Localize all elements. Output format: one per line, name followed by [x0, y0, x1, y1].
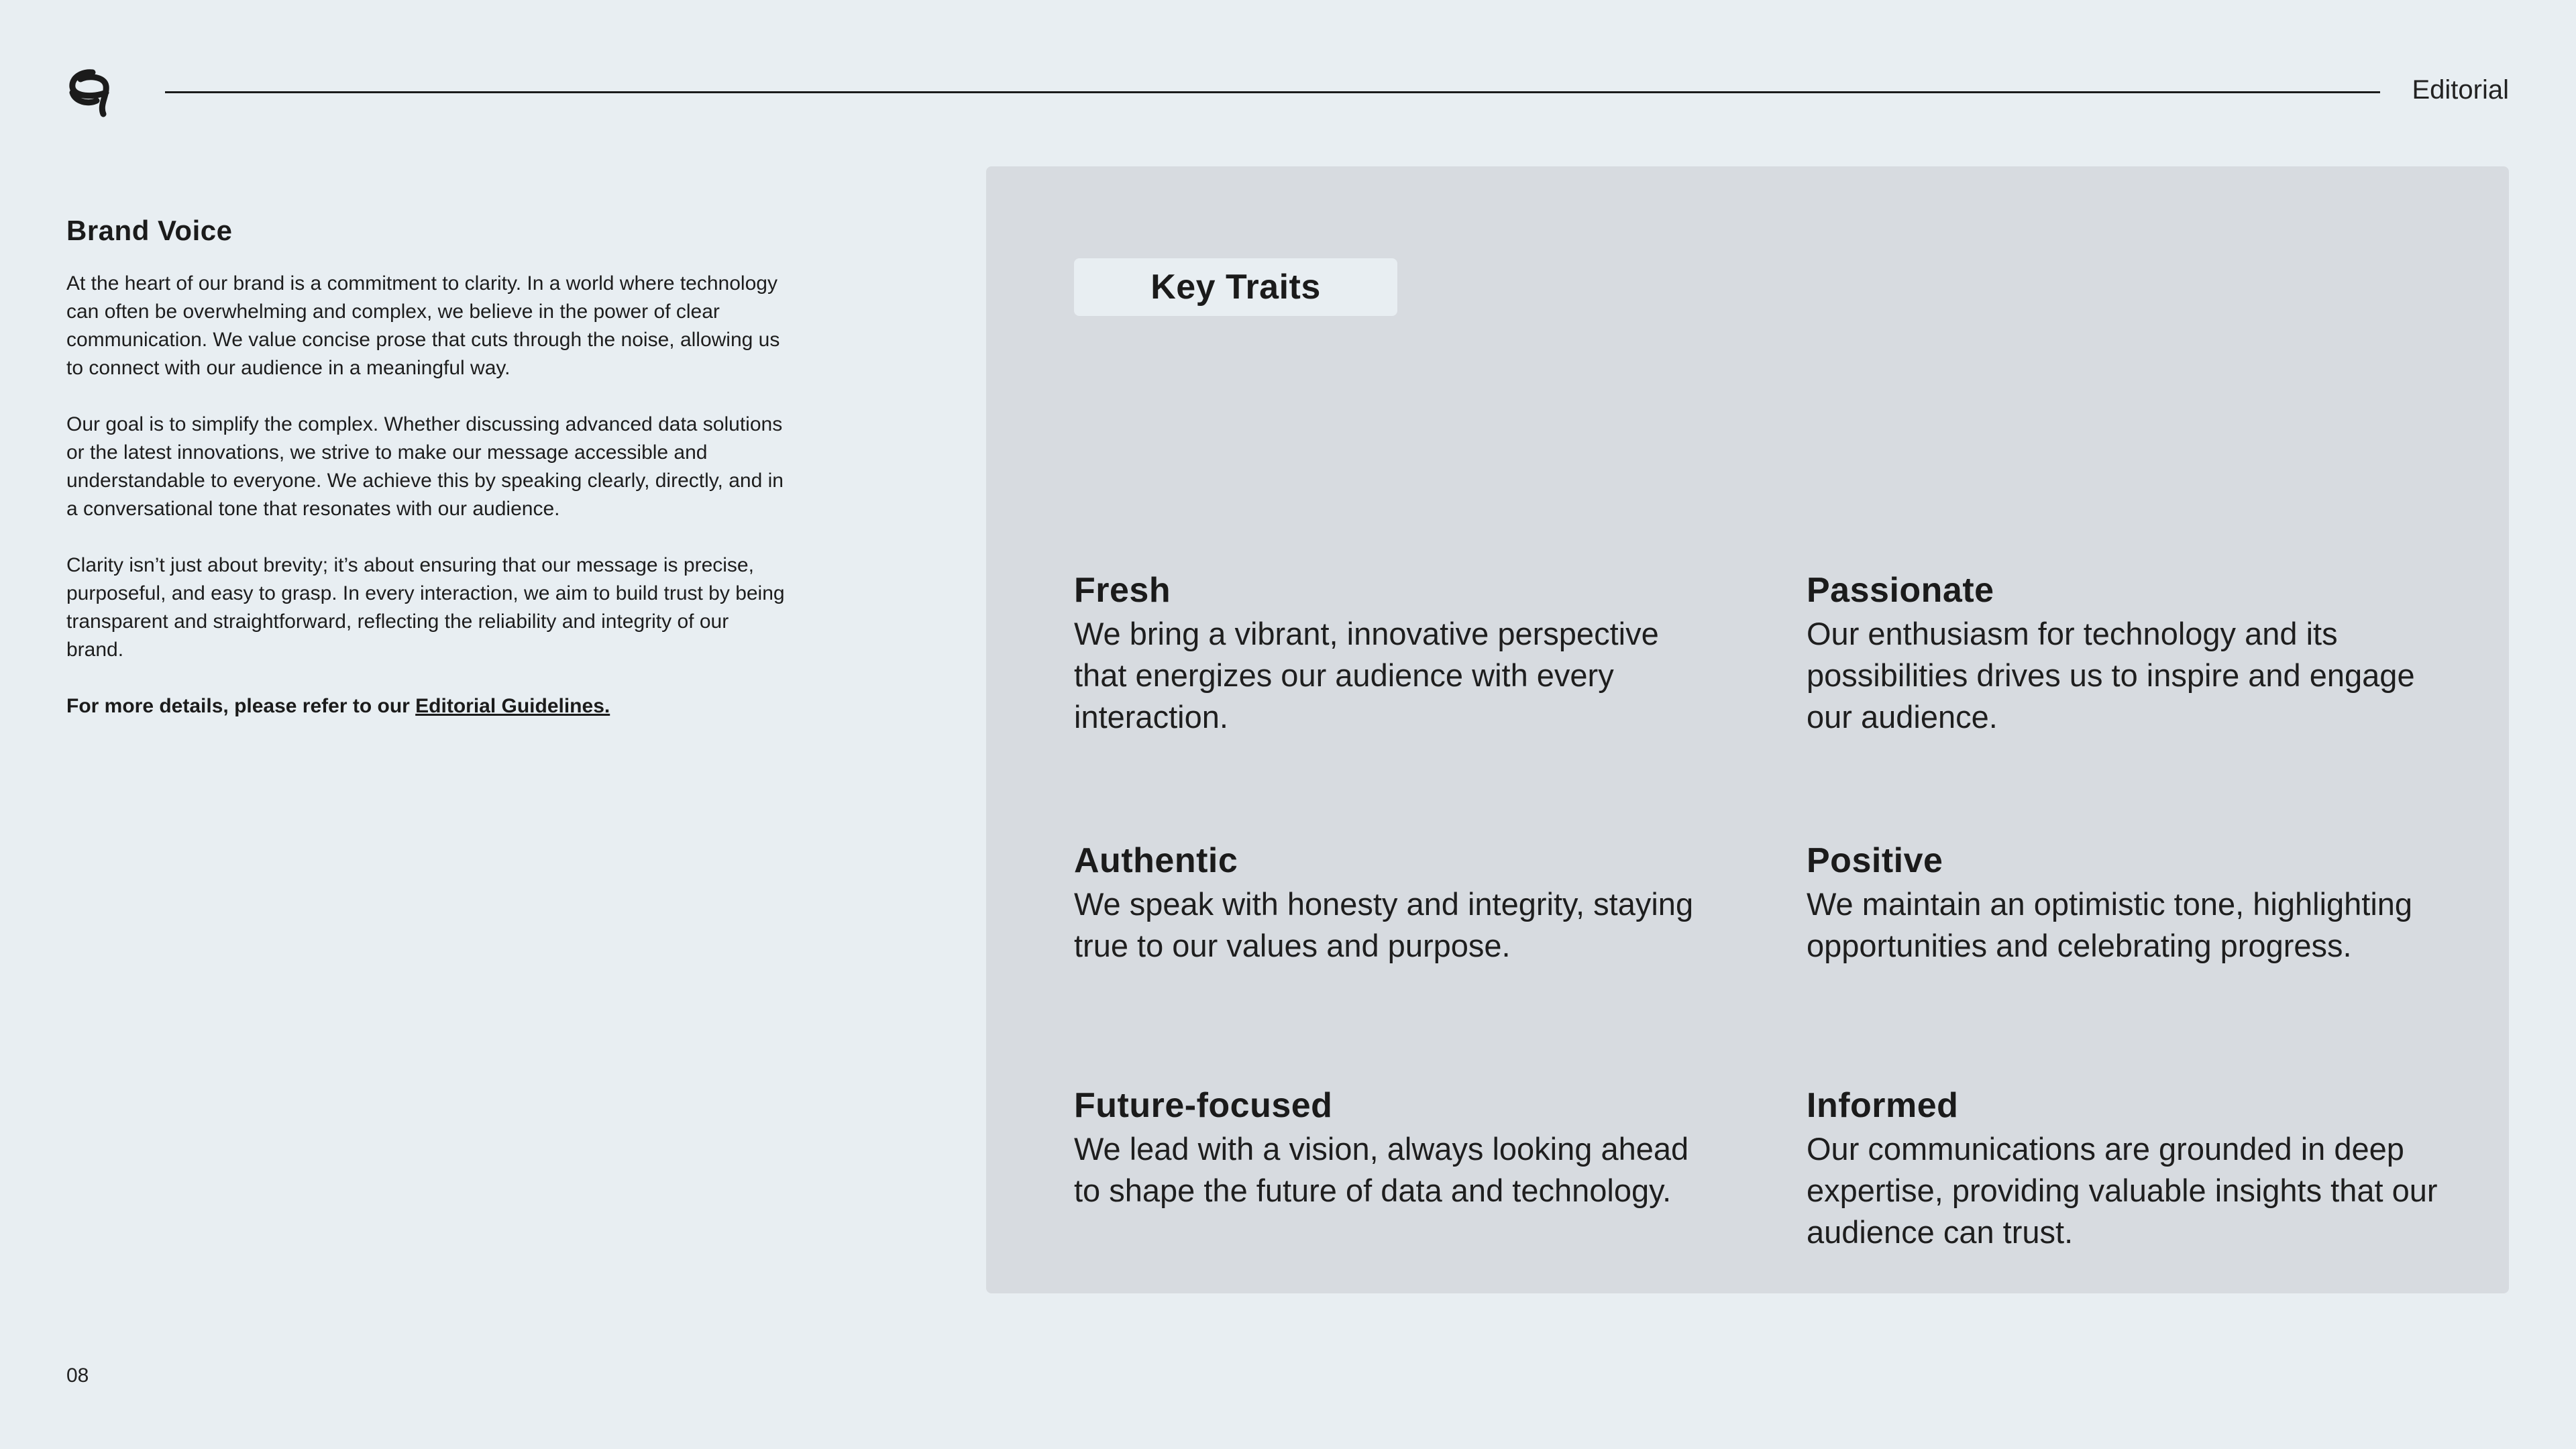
- page-number: 08: [66, 1364, 89, 1387]
- trait-title: Informed: [1807, 1086, 1959, 1125]
- trait-description: Our enthusiasm for technology and its possibilities drives us to inspire and engage our audience.: [1807, 616, 2415, 735]
- trait-title: Authentic: [1074, 841, 1238, 880]
- trait-title: Fresh: [1074, 571, 1171, 610]
- trait-authentic: [1074, 839, 1718, 967]
- brand-voice-section: [66, 212, 791, 720]
- header-divider: [165, 91, 2380, 93]
- brand-voice-paragraph-2: Our goal is to simplify the complex. Whether discussing advanced data solutions or the latest innovations, we strive to make our message accessible and understandable to everyone. We achieve this by speaking clearly, directly, and in a conversational tone that resonates with our audience.: [66, 413, 784, 520]
- trait-description: We speak with honesty and integrity, staying true to our values and purpose.: [1074, 886, 1694, 963]
- brand-voice-paragraph-3: Clarity isn’t just about brevity; it’s about ensuring that our message is precise, purposeful, and easy to grasp. In every interaction, we aim to build trust by being transparent and straightforward, reflecting the reliability and integrity of our brand.: [66, 554, 785, 661]
- trait-description: We maintain an optimistic tone, highlighting opportunities and celebrating progress.: [1807, 886, 2413, 963]
- trait-fresh: [1074, 569, 1718, 738]
- trait-passionate: [1807, 569, 2451, 738]
- trait-title: Passionate: [1807, 571, 1994, 610]
- brand-swirl-icon: [66, 66, 123, 119]
- editorial-guidelines-note: [66, 692, 791, 720]
- trait-title: Future-focused: [1074, 1086, 1333, 1125]
- trait-future-focused: [1074, 1084, 1718, 1212]
- section-label: Editorial: [2412, 75, 2509, 105]
- trait-description: We bring a vibrant, innovative perspective that energizes our audience with every interaction.: [1074, 616, 1659, 735]
- page-header: [66, 66, 2509, 119]
- editorial-guidelines-link[interactable]: Editorial Guidelines.: [415, 695, 610, 717]
- key-traits-panel: [986, 166, 2509, 1293]
- cta-prefix: For more details, please refer to our: [66, 695, 416, 717]
- trait-positive: [1807, 839, 2451, 967]
- key-traits-title: Key Traits: [1074, 258, 1397, 316]
- trait-title: Positive: [1807, 841, 1943, 880]
- brand-voice-title: Brand Voice: [66, 215, 233, 246]
- trait-description: We lead with a vision, always looking ahead to shape the future of data and technology.: [1074, 1131, 1689, 1208]
- trait-informed: [1807, 1084, 2451, 1253]
- brand-voice-paragraph-1: At the heart of our brand is a commitment to clarity. In a world where technology can often be overwhelming and complex, we believe in the power of clear communication. We value concise prose that cuts through the noise, allowing us to connect with our audience in a meaningful way.: [66, 272, 780, 379]
- trait-description: Our communications are grounded in deep expertise, providing valuable insights that our audience can trust.: [1807, 1131, 2438, 1250]
